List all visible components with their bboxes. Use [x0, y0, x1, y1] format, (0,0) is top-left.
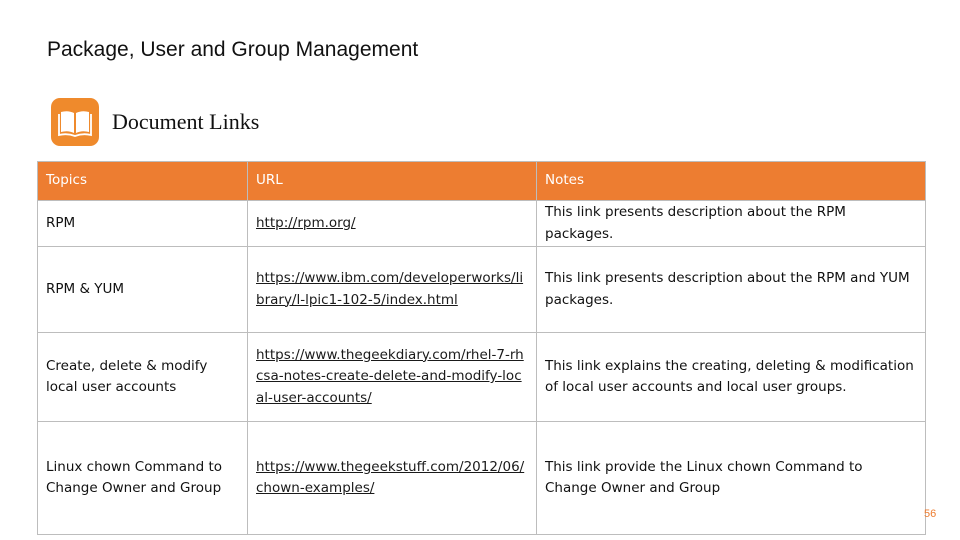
notes-cell: This link provide the Linux chown Command to Change Owner and Group	[537, 422, 926, 535]
column-header-url: URL	[248, 162, 537, 201]
slide-title: Package, User and Group Management	[47, 38, 419, 61]
notes-cell: This link presents description about the RPM and YUM packages.	[537, 247, 926, 333]
section-heading: Document Links	[112, 109, 260, 134]
table-row	[38, 201, 926, 247]
topic-cell: RPM & YUM	[38, 247, 248, 333]
book-icon	[51, 98, 99, 146]
url-link[interactable]: https://www.thegeekstuff.com/2012/06/chown-examples/	[248, 422, 537, 535]
table-row	[38, 422, 926, 535]
url-link[interactable]: https://www.ibm.com/developerworks/library/l-lpic1-102-5/index.html	[248, 247, 537, 333]
table-header-row	[38, 162, 926, 201]
table-row	[38, 333, 926, 422]
topic-cell: Create, delete & modify local user accounts	[38, 333, 248, 422]
document-links-table	[37, 161, 926, 535]
topic-cell: RPM	[38, 201, 248, 247]
column-header-topics: Topics	[38, 162, 248, 201]
column-header-notes: Notes	[537, 162, 926, 201]
page-number: 56	[924, 508, 937, 520]
table-row	[38, 247, 926, 333]
notes-cell: This link presents description about the RPM packages.	[537, 201, 926, 247]
url-link[interactable]: https://www.thegeekdiary.com/rhel-7-rhcsa-notes-create-delete-and-modify-local-user-accounts/	[248, 333, 537, 422]
topic-cell: Linux chown Command to Change Owner and Group	[38, 422, 248, 535]
notes-cell: This link explains the creating, deleting & modification of local user accounts and local user groups.	[537, 333, 926, 422]
url-link[interactable]: http://rpm.org/	[248, 201, 537, 247]
